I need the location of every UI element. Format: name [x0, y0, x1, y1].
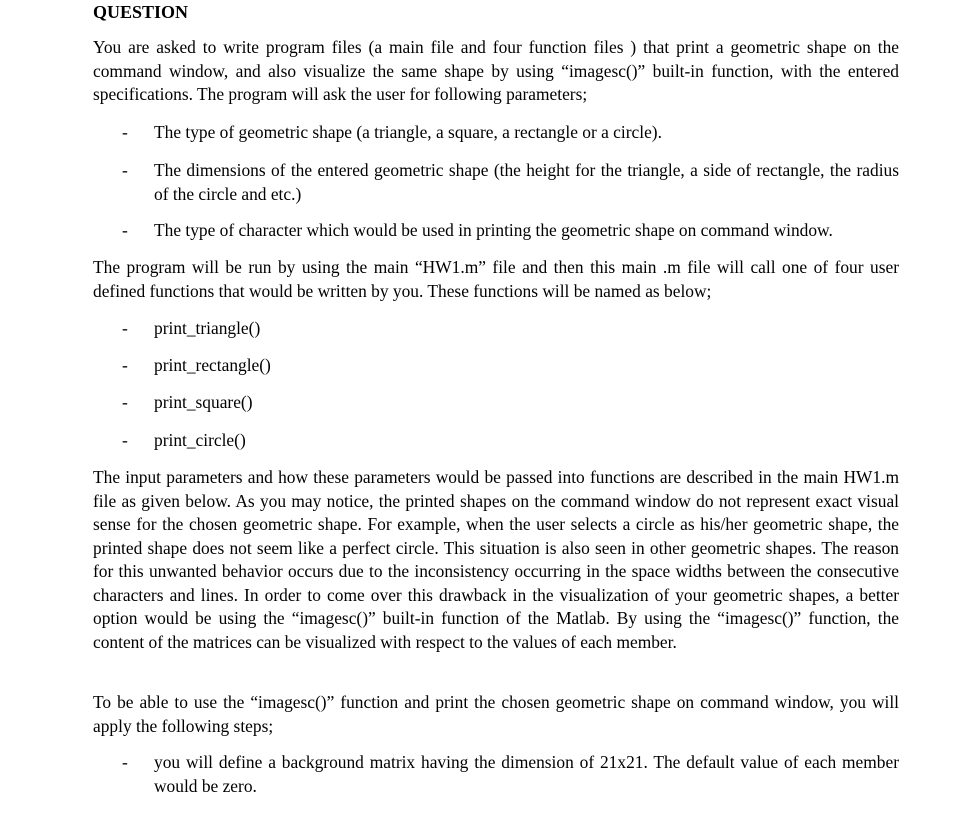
explanation-paragraph: The input parameters and how these parameters would be passed into functions are described in the main HW1.m file as given below. As you may notice, the printed shapes on the command window do not represent exact visual sense for the chosen geometric shape. For example, when the user selects a circle as his/her geometric shape, the printed shape does not seem like a perfect circle. This situation is also seen in other geometric shapes. The reason for this unwanted behavior occurs due to the inconsistency occurring in the space widths between the consecutive characters and lines. In order to come over this drawback in the visualization of your geometric shapes, a better option would be using the “imagesc()” built-in function of the Matlab. By using the “imagesc()” function, the content of the matrices can be visualized with respect to the values of each member. [93, 467, 899, 652]
steps-intro-paragraph: To be able to use the “imagesc()” function and print the chosen geometric shape on command window, you will apply the following steps; [93, 692, 899, 736]
bullet-dash: - [122, 318, 128, 338]
bullet-dash: - [122, 752, 128, 772]
function-name: print_rectangle() [154, 355, 271, 375]
intro-paragraph: You are asked to write program files (a main file and four function files ) that print a geometric shape on the command window, and also visualize the same shape by using “imagesc()” built-in function, with the entered specifications. The program will ask the user for following parameters; [93, 37, 899, 104]
bullet-dash: - [122, 220, 128, 240]
function-name: print_square() [154, 392, 253, 412]
function-name: print_triangle() [154, 318, 261, 338]
bullet-dash: - [122, 355, 128, 375]
parameter-text: The type of character which would be used in printing the geometric shape on command window. [154, 220, 833, 240]
bullet-dash: - [122, 160, 128, 180]
parameter-text: The dimensions of the entered geometric shape (the height for the triangle, a side of rectangle, the radius of the circle and etc.) [154, 160, 899, 204]
step-text: you will define a background matrix having the dimension of 21x21. The default value of each member would be zero. [154, 752, 899, 796]
functions-intro-paragraph: The program will be run by using the main “HW1.m” file and then this main .m file will call one of four user defined functions that would be written by you. These functions will be named as below; [93, 257, 899, 301]
bullet-dash: - [122, 122, 128, 142]
bullet-dash: - [122, 430, 128, 450]
parameter-text: The type of geometric shape (a triangle, a square, a rectangle or a circle). [154, 122, 662, 142]
question-heading: QUESTION [93, 2, 189, 22]
bullet-dash: - [122, 392, 128, 412]
function-name: print_circle() [154, 430, 246, 450]
